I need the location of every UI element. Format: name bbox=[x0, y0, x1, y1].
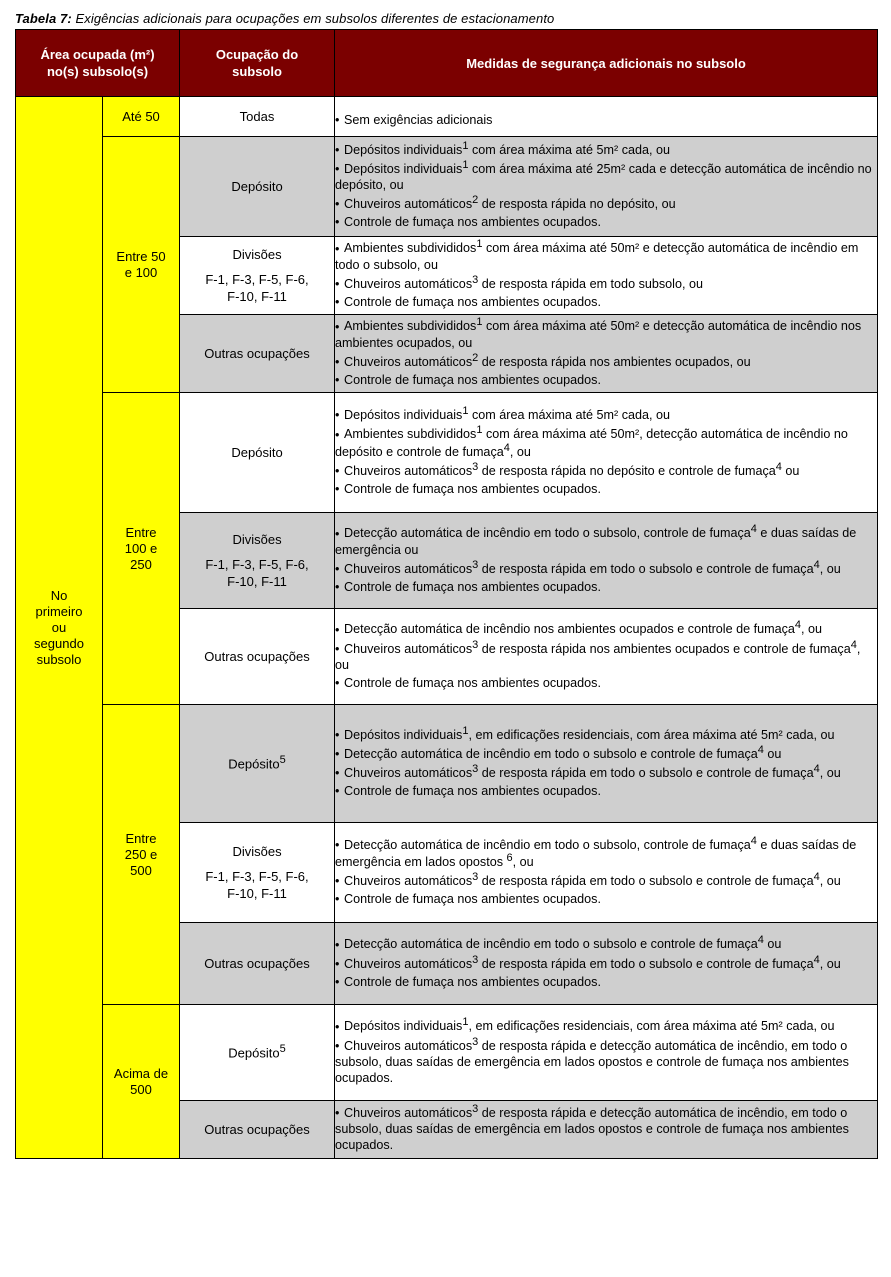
bullet-icon: • bbox=[335, 113, 340, 127]
bullet-icon: • bbox=[335, 766, 340, 781]
measure-text: ou bbox=[763, 937, 782, 952]
area-text: Entre 50 e 100 bbox=[116, 248, 166, 280]
table-caption bbox=[15, 11, 554, 27]
table-row bbox=[16, 393, 878, 513]
area-text: Acima de 500 bbox=[113, 1065, 169, 1097]
footnote-ref: 4 bbox=[813, 558, 820, 571]
measure-text: com área máxima até 5m² cada, ou bbox=[468, 408, 671, 423]
bullet-icon: • bbox=[335, 408, 340, 423]
measure-text: Controle de fumaça nos ambientes ocupados. bbox=[344, 974, 601, 989]
occupancy-cell bbox=[180, 705, 335, 823]
measure-item bbox=[335, 425, 877, 459]
measure-item bbox=[335, 524, 877, 557]
measure-text: Chuveiros automáticos bbox=[344, 1038, 473, 1053]
footnote-ref: 1 bbox=[462, 405, 469, 418]
bullet-icon: • bbox=[335, 675, 340, 690]
measure-text: de resposta rápida nos ambientes ocupados e controle de fumaça bbox=[478, 641, 851, 656]
measure-item bbox=[335, 579, 877, 595]
caption-text: Exigências adicionais para ocupações em subsolos diferentes de estacionamento bbox=[71, 11, 555, 26]
occupancy-cell: Outras ocupações bbox=[180, 609, 335, 705]
measure-text: Controle de fumaça nos ambientes ocupados. bbox=[344, 892, 601, 907]
measure-text: Chuveiros automáticos bbox=[344, 561, 473, 576]
measure-text: de resposta rápida no depósito, ou bbox=[478, 197, 676, 212]
measure-text: Depósitos individuais bbox=[344, 162, 463, 177]
bullet-icon: • bbox=[335, 481, 340, 496]
footnote-ref: 4 bbox=[813, 871, 820, 884]
measure-text: Ambientes subdivididos bbox=[344, 427, 477, 442]
footnote-ref: 4 bbox=[750, 834, 757, 847]
measure-text: Controle de fumaça nos ambientes ocupados. bbox=[344, 675, 601, 690]
table-row bbox=[16, 97, 878, 137]
measure-text: Chuveiros automáticos bbox=[344, 641, 473, 656]
bullet-icon: • bbox=[335, 215, 340, 230]
measure-item bbox=[335, 935, 877, 952]
measure-text: de resposta rápida no depósito e controle de fumaça bbox=[478, 463, 776, 478]
measure-item bbox=[335, 239, 877, 272]
measure-text: Controle de fumaça nos ambientes ocupados. bbox=[344, 215, 601, 230]
deposit-label: Depósito bbox=[228, 756, 280, 772]
occupancy-cell bbox=[180, 823, 335, 923]
footnote-ref: 1 bbox=[462, 158, 469, 171]
measures-cell bbox=[335, 609, 878, 705]
area-cell bbox=[103, 137, 180, 393]
measure-text: , ou bbox=[819, 874, 841, 889]
measure-item bbox=[335, 141, 877, 158]
measure-text: Detecção automática de incêndio em todo o subsolo, controle de fumaça bbox=[344, 837, 751, 852]
measure-text: Controle de fumaça nos ambientes ocupados. bbox=[344, 579, 601, 594]
measure-text: de resposta rápida em todo subsolo, ou bbox=[478, 276, 703, 291]
bullet-icon: • bbox=[335, 974, 340, 989]
measure-item bbox=[335, 836, 877, 870]
deposit-label: Depósito bbox=[228, 1045, 280, 1061]
bullet-icon: • bbox=[335, 354, 340, 369]
footnote-ref: 4 bbox=[757, 934, 764, 947]
bullet-icon: • bbox=[335, 747, 340, 762]
divisions-list: F-1, F-3, F-5, F-6, F-10, F-11 bbox=[205, 272, 309, 304]
measures-cell bbox=[335, 1005, 878, 1101]
table-row bbox=[16, 705, 878, 823]
measure-item bbox=[335, 764, 877, 781]
measure-text: ou bbox=[781, 463, 800, 478]
measures-cell bbox=[335, 237, 878, 315]
measure-item bbox=[335, 726, 877, 743]
header-occupancy: Ocupação do subsolo bbox=[180, 30, 335, 97]
measure-text: Chuveiros automáticos bbox=[344, 1106, 473, 1121]
measures-cell bbox=[335, 97, 878, 137]
footnote-ref: 4 bbox=[794, 619, 802, 632]
bullet-icon: • bbox=[335, 837, 340, 852]
measure-text: e duas saídas de emergência em lados opostos bbox=[335, 837, 857, 870]
bullet-icon: • bbox=[335, 142, 340, 157]
bullet-icon: • bbox=[335, 241, 340, 256]
footnote-ref: 1 bbox=[462, 724, 469, 737]
measure-text: Chuveiros automáticos bbox=[344, 354, 473, 369]
measure-text: , ou bbox=[512, 855, 534, 870]
measure-item bbox=[335, 620, 877, 637]
table-row bbox=[16, 137, 878, 237]
measure-text: de resposta rápida em todo o subsolo e controle de fumaça bbox=[478, 561, 814, 576]
footnote-ref: 3 bbox=[472, 871, 479, 884]
requirements-table bbox=[15, 29, 878, 1159]
occupancy-cell: Outras ocupações bbox=[180, 923, 335, 1005]
measure-text: Chuveiros automáticos bbox=[344, 956, 473, 971]
footnote-ref: 4 bbox=[750, 523, 757, 536]
footnote-ref: 1 bbox=[476, 424, 483, 437]
measures-cell bbox=[335, 513, 878, 609]
measure-text: Sem exigências adicionais bbox=[344, 113, 493, 127]
measure-text: , ou bbox=[819, 561, 841, 576]
measure-item bbox=[335, 406, 877, 423]
occupancy-cell: Todas bbox=[180, 97, 335, 137]
measure-text: Ambientes subdivididos bbox=[344, 241, 477, 256]
measure-text: de resposta rápida em todo o subsolo e controle de fumaça bbox=[478, 766, 814, 781]
bullet-icon: • bbox=[335, 892, 340, 907]
measure-item bbox=[335, 560, 877, 577]
divisions-label: Divisões bbox=[232, 844, 282, 859]
bullet-icon: • bbox=[335, 727, 340, 742]
measure-item bbox=[335, 353, 877, 370]
measure-item bbox=[335, 640, 877, 673]
bullet-icon: • bbox=[335, 319, 340, 334]
bullet-icon: • bbox=[335, 622, 340, 637]
measure-text: com área máxima até 25m² cada e detecção automática de incêndio no depósito, ou bbox=[335, 162, 872, 193]
footnote-ref: 3 bbox=[472, 638, 479, 651]
measure-text: Controle de fumaça nos ambientes ocupados. bbox=[344, 372, 601, 387]
measure-text: , ou bbox=[801, 622, 823, 637]
footnote-ref: 3 bbox=[472, 1102, 479, 1115]
bullet-icon: • bbox=[335, 561, 340, 576]
measure-text: Depósitos individuais bbox=[344, 727, 463, 742]
measure-text: Chuveiros automáticos bbox=[344, 197, 473, 212]
measure-item bbox=[335, 1104, 877, 1153]
measure-item bbox=[335, 1017, 877, 1034]
footnote-ref: 4 bbox=[503, 441, 510, 454]
measure-text: Depósitos individuais bbox=[344, 1019, 463, 1034]
measure-item bbox=[335, 872, 877, 889]
measure-item bbox=[335, 462, 877, 479]
bullet-icon: • bbox=[335, 579, 340, 594]
footnote-ref: 4 bbox=[757, 743, 764, 756]
occupancy-cell bbox=[180, 513, 335, 609]
table-row bbox=[16, 1005, 878, 1101]
footnote-ref: 5 bbox=[279, 1042, 286, 1055]
measure-text: de resposta rápida e detecção automática de incêndio, em todo o subsolo, duas saídas de emergência em lados opostos e controle de fumaça nos ambientes ocupados. bbox=[335, 1106, 849, 1153]
footnote-ref: 5 bbox=[279, 753, 286, 766]
bullet-icon: • bbox=[335, 372, 340, 387]
footnote-ref: 3 bbox=[472, 273, 479, 286]
measure-text: de resposta rápida em todo o subsolo e controle de fumaça bbox=[478, 956, 814, 971]
measure-text: com área máxima até 5m² cada, ou bbox=[468, 142, 671, 157]
caption-label: Tabela 7: bbox=[15, 11, 72, 26]
measure-item bbox=[335, 1037, 877, 1086]
measure-item bbox=[335, 317, 877, 350]
measure-item bbox=[335, 112, 877, 128]
bullet-icon: • bbox=[335, 641, 340, 656]
measure-text: Depósitos individuais bbox=[344, 142, 463, 157]
footnote-ref: 1 bbox=[476, 238, 483, 251]
footnote-ref: 3 bbox=[472, 953, 479, 966]
measure-text: Controle de fumaça nos ambientes ocupados. bbox=[344, 294, 601, 309]
measure-text: de resposta rápida nos ambientes ocupados, ou bbox=[478, 354, 751, 369]
measure-text: ou bbox=[763, 747, 782, 762]
area-cell bbox=[103, 393, 180, 705]
footnote-ref: 3 bbox=[472, 460, 479, 473]
area-text: Entre 250 e 500 bbox=[124, 830, 158, 878]
bullet-icon: • bbox=[335, 294, 340, 309]
header-row bbox=[16, 30, 878, 97]
measure-text: com área máxima até 50m² e detecção automática de incêndio em todo o subsolo, ou bbox=[335, 241, 859, 272]
measure-text: , ou bbox=[819, 956, 841, 971]
footnote-ref: 1 bbox=[476, 316, 483, 329]
location-cell bbox=[16, 97, 103, 1159]
footnote-ref: 2 bbox=[472, 194, 479, 207]
measure-item bbox=[335, 974, 877, 990]
measure-text: Chuveiros automáticos bbox=[344, 874, 473, 889]
measure-text: Chuveiros automáticos bbox=[344, 276, 473, 291]
area-cell bbox=[103, 1005, 180, 1159]
measure-text: Detecção automática de incêndio em todo o subsolo e controle de fumaça bbox=[344, 937, 758, 952]
occupancy-cell: Depósito bbox=[180, 137, 335, 237]
bullet-icon: • bbox=[335, 197, 340, 212]
bullet-icon: • bbox=[335, 1106, 340, 1121]
measure-text: Chuveiros automáticos bbox=[344, 766, 473, 781]
measure-item bbox=[335, 481, 877, 497]
occupancy-cell bbox=[180, 237, 335, 315]
measures-cell bbox=[335, 705, 878, 823]
measure-text: , em edificações residenciais, com área máxima até 5m² cada, ou bbox=[468, 1019, 835, 1034]
measure-item bbox=[335, 783, 877, 799]
footnote-ref: 1 bbox=[462, 139, 469, 152]
header-measures: Medidas de segurança adicionais no subsolo bbox=[335, 30, 878, 97]
divisions-label: Divisões bbox=[232, 247, 282, 262]
bullet-icon: • bbox=[335, 1038, 340, 1053]
measure-text: Chuveiros automáticos bbox=[344, 463, 473, 478]
occupancy-cell bbox=[180, 1005, 335, 1101]
measure-text: , ou bbox=[819, 766, 841, 781]
measures-cell bbox=[335, 823, 878, 923]
bullet-icon: • bbox=[335, 956, 340, 971]
measure-item bbox=[335, 195, 877, 212]
footnote-ref: 2 bbox=[472, 351, 479, 364]
measure-item bbox=[335, 891, 877, 907]
measure-item bbox=[335, 275, 877, 292]
footnote-ref: 4 bbox=[775, 460, 782, 473]
measure-text: com área máxima até 50m², detecção automática de incêndio no depósito e controle de fumaça bbox=[335, 427, 848, 459]
bullet-icon: • bbox=[335, 526, 340, 541]
measure-item bbox=[335, 745, 877, 762]
measure-text: Detecção automática de incêndio nos ambientes ocupados e controle de fumaça bbox=[344, 622, 795, 637]
measure-text: Detecção automática de incêndio em todo o subsolo e controle de fumaça bbox=[344, 747, 758, 762]
occupancy-cell: Outras ocupações bbox=[180, 1101, 335, 1159]
footnote-ref: 6 bbox=[506, 851, 513, 864]
measures-cell bbox=[335, 923, 878, 1005]
area-text: Entre 100 e 250 bbox=[124, 524, 158, 572]
measure-text: Detecção automática de incêndio em todo o subsolo, controle de fumaça bbox=[344, 526, 751, 541]
bullet-icon: • bbox=[335, 427, 340, 442]
footnote-ref: 1 bbox=[462, 1016, 469, 1029]
footnote-ref: 3 bbox=[472, 558, 479, 571]
occupancy-cell: Outras ocupações bbox=[180, 315, 335, 393]
footnote-ref: 4 bbox=[850, 638, 857, 651]
occupancy-cell: Depósito bbox=[180, 393, 335, 513]
measure-text: e duas saídas de emergência ou bbox=[335, 526, 857, 557]
area-cell bbox=[103, 705, 180, 1005]
measures-cell bbox=[335, 315, 878, 393]
divisions-list: F-1, F-3, F-5, F-6, F-10, F-11 bbox=[205, 869, 309, 901]
bullet-icon: • bbox=[335, 276, 340, 291]
bullet-icon: • bbox=[335, 463, 340, 478]
measure-text: , em edificações residenciais, com área máxima até 5m² cada, ou bbox=[468, 727, 835, 742]
bullet-icon: • bbox=[335, 784, 340, 799]
divisions-list: F-1, F-3, F-5, F-6, F-10, F-11 bbox=[205, 557, 309, 589]
measure-item bbox=[335, 955, 877, 972]
measure-text: Controle de fumaça nos ambientes ocupados. bbox=[344, 481, 601, 496]
footnote-ref: 4 bbox=[813, 763, 820, 776]
bullet-icon: • bbox=[335, 162, 340, 177]
measure-text: de resposta rápida e detecção automática de incêndio, em todo o subsolo, duas saídas de emergência em lados opostos e controle de fumaça nos ambientes ocupados. bbox=[335, 1038, 849, 1085]
measures-cell bbox=[335, 137, 878, 237]
measure-item bbox=[335, 160, 877, 193]
measure-item bbox=[335, 294, 877, 310]
measure-text: , ou bbox=[509, 444, 531, 459]
bullet-icon: • bbox=[335, 1019, 340, 1034]
footnote-ref: 4 bbox=[813, 953, 820, 966]
bullet-icon: • bbox=[335, 874, 340, 889]
measure-item bbox=[335, 372, 877, 388]
footnote-ref: 3 bbox=[472, 763, 479, 776]
header-area: Área ocupada (m²) no(s) subsolo(s) bbox=[16, 30, 180, 97]
divisions-label: Divisões bbox=[232, 532, 282, 547]
area-cell: Até 50 bbox=[103, 97, 180, 137]
location-text: No primeiro ou segundo subsolo bbox=[34, 587, 84, 667]
measure-text: de resposta rápida em todo o subsolo e controle de fumaça bbox=[478, 874, 814, 889]
measure-text: , ou bbox=[335, 641, 861, 672]
measures-cell bbox=[335, 393, 878, 513]
measure-item bbox=[335, 214, 877, 230]
bullet-icon: • bbox=[335, 937, 340, 952]
measure-item bbox=[335, 675, 877, 691]
measure-text: com área máxima até 50m² e detecção automática de incêndio nos ambientes ocupados, ou bbox=[335, 319, 862, 350]
measure-text: Ambientes subdivididos bbox=[344, 319, 477, 334]
measure-text: Depósitos individuais bbox=[344, 408, 463, 423]
measures-cell bbox=[335, 1101, 878, 1159]
measure-text: Controle de fumaça nos ambientes ocupados. bbox=[344, 784, 601, 799]
footnote-ref: 3 bbox=[472, 1035, 479, 1048]
